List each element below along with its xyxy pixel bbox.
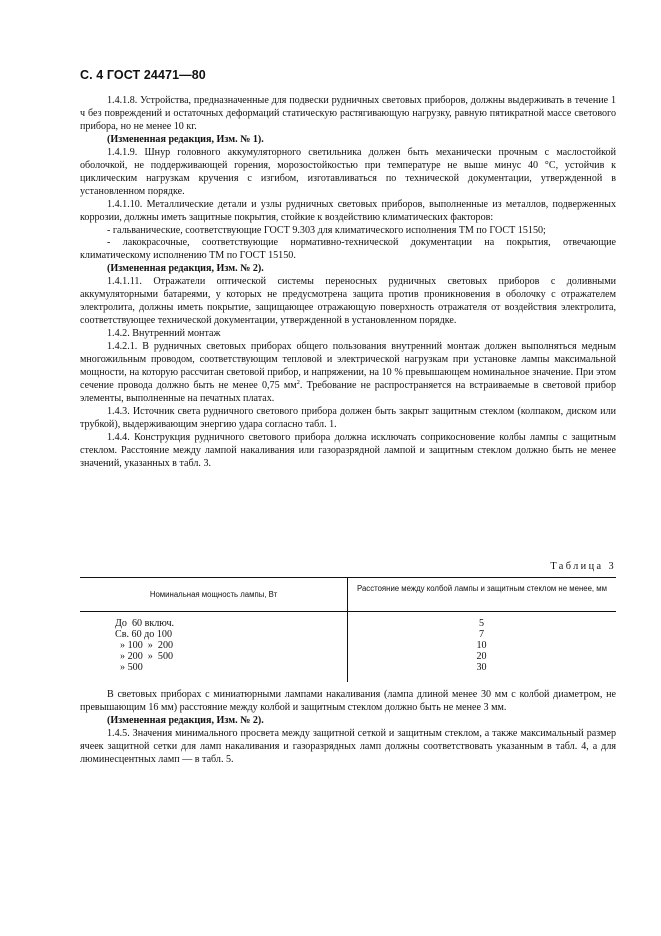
column-header-distance: Расстояние между колбой лампы и защитным стеклом не менее, мм	[357, 584, 607, 593]
paragraph-1-4-2-1	[80, 341, 616, 406]
cell-distance: 30	[476, 662, 487, 673]
amendment-note: (Измененная редакция, Изм. № 2).	[107, 263, 264, 275]
document-body-continued	[80, 689, 616, 767]
table-row	[80, 651, 616, 662]
paragraph-1-4-1-8: 1.4.1.8. Устройства, предназначенные для подвески рудничных световых приборов, должны выдерживать в течение 1 ч без повреждений и остаточных деформаций статическую растягивающую нагрузку, равную пятикратной массе светового прибора, но не менее 10 кг.	[80, 95, 616, 132]
paragraph-text: 1.4.2.1. В рудничных световых приборах общего пользования внутренний монтаж должен выполняться медным многожильным проводом, соответствующим тепловой и электрической нагрузкам при установке лампы максимальной мощности, на которую рассчитан световой прибор, и напряжении, на 10 % превышающем номинальное значение. При этом сечение провода должно быть не менее 0,75 мм	[80, 341, 616, 391]
amendment-note: (Измененная редакция, Изм. № 2).	[107, 714, 264, 726]
paragraph-1-4-1-11: 1.4.1.11. Отражатели оптической системы переносных рудничных световых приборов с доливными аккумуляторными батареями, у которых не предусмотрена защита против проникновения в оболочку с отражателем электролита, должны иметь покрытие, защищающее отражающую поверхность отражателя от воздействия электролита, соответствующее технической документации, утвержденной в установленном порядке.	[80, 276, 616, 327]
cell-power: До 60 включ.	[115, 618, 175, 629]
table-row	[80, 618, 616, 629]
page-header: С. 4 ГОСТ 24471—80	[80, 68, 206, 82]
table-row	[80, 640, 616, 651]
amendment-note: (Измененная редакция, Изм. № 1).	[107, 133, 264, 145]
table-row	[80, 662, 616, 673]
list-item-galvanic: - гальванические, соответствующие ГОСТ 9.303 для климатического исполнения ТМ по ГОСТ 15150;	[107, 224, 546, 236]
cell-distance: 5	[478, 618, 485, 629]
table-top-rule	[80, 577, 616, 578]
document-body	[80, 95, 616, 471]
table-caption: Таблица 3	[550, 561, 616, 572]
paragraph-1-4-2-heading: 1.4.2. Внутренний монтаж	[107, 328, 221, 340]
cell-distance: 20	[476, 651, 487, 662]
table-3	[80, 577, 616, 682]
cell-power: » 500	[115, 662, 143, 673]
table-row	[80, 629, 616, 640]
cell-power: Св. 60 до 100	[115, 629, 173, 640]
paragraph-1-4-1-9: 1.4.1.9. Шнур головного аккумуляторного светильника должен быть механически прочным с маслостойкой оболочкой, не поддерживающей горения, морозостойкостью при температуре не выше минус 40 °С, устойчив к циклическим нагрузкам кручения с изгибом, изготавливаться по технической документации, утвержденной в установленном порядке.	[80, 146, 616, 197]
cell-distance: 10	[476, 640, 487, 651]
cell-distance: 7	[478, 629, 485, 640]
paragraph-1-4-4: 1.4.4. Конструкция рудничного светового прибора должна исключать соприкосновение колбы лампы с защитным стеклом. Расстояние между лампой накаливания или газоразрядной лампой и защитным стеклом должно быть не менее значений, указанных в табл. 3.	[80, 431, 616, 469]
paragraph-1-4-3: 1.4.3. Источник света рудничного светового прибора должен быть закрыт защитным стеклом (колпаком, диском или трубкой), выдерживающим энергию удара согласно табл. 1.	[80, 405, 616, 430]
cell-power: » 100 » 200	[115, 640, 174, 651]
paragraph-1-4-1-10: 1.4.1.10. Металлические детали и узлы рудничных световых приборов, выполненные из металлов, подверженных коррозии, должны иметь защитные покрытия, стойкие к воздействию климатических факторов:	[80, 198, 616, 223]
superscript: 2	[296, 378, 300, 386]
paragraph-1-4-5: 1.4.5. Значения минимального просвета между защитной сеткой и защитным стеклом, а также максимальный размер ячеек защитной сетки для ламп накаливания и газоразрядных ламп должны соответствовать указанным в табл. 4, а для люминесцентных ламп — в табл. 5.	[80, 727, 616, 765]
cell-power: » 200 » 500	[115, 651, 174, 662]
paragraph-miniature-lamps: В световых приборах с миниатюрными лампами накаливания (лампа длиной менее 30 мм с колбой диаметром, не превышающим 16 мм) расстояние между колбой и защитным стеклом должно быть не менее 3 мм.	[80, 689, 616, 713]
column-header-power: Номинальная мощность лампы, Вт	[149, 590, 278, 599]
paragraph-text: . Требование не распространяется на встраиваемые в световой прибор элементы, выполненные на печатных платах.	[80, 379, 616, 404]
table-header-rule	[80, 611, 616, 612]
list-item-paint: - лакокрасочные, соответствующие нормативно-технической документации на покрытия, отвечающие климатическому исполнению ТМ по ГОСТ 15150.	[80, 237, 616, 262]
